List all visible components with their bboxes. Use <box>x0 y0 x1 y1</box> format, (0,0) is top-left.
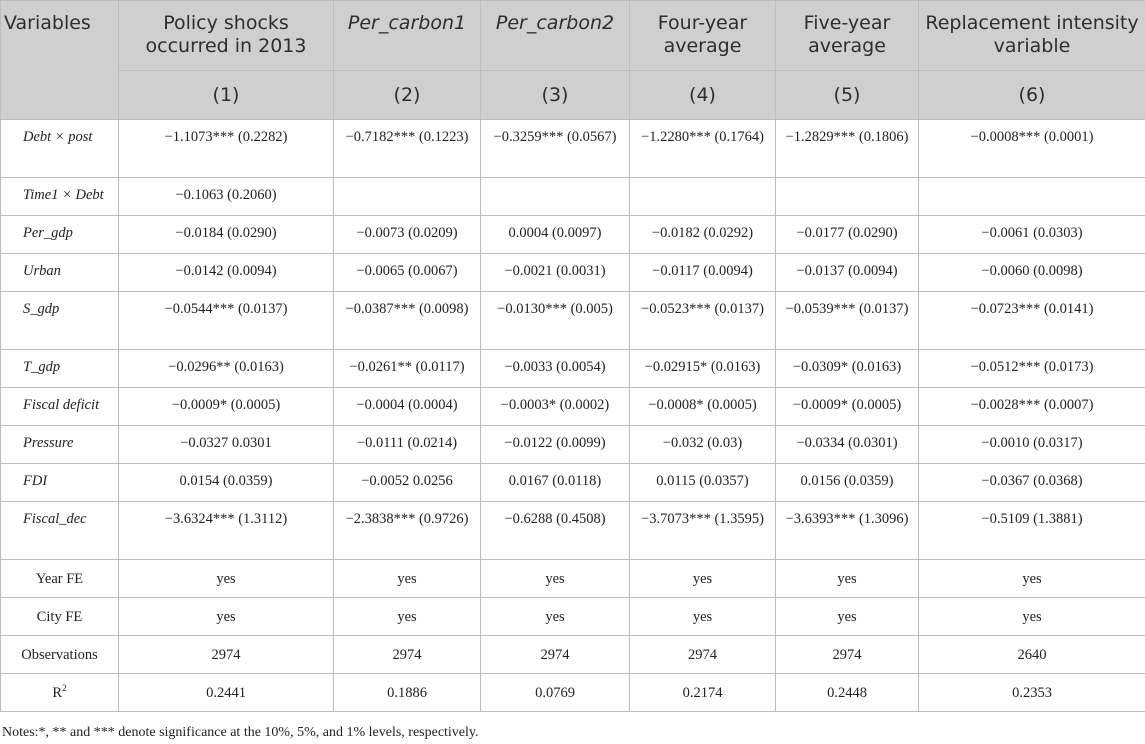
table-cell: yes <box>919 598 1145 636</box>
column-title: Per_carbon2 <box>481 1 630 71</box>
table-row <box>1 120 1145 178</box>
table-cell <box>334 178 481 216</box>
row-label: Pressure <box>1 426 119 464</box>
table-cell: yes <box>776 598 919 636</box>
table-cell: −0.0003* (0.0002) <box>481 388 630 426</box>
table-cell: yes <box>630 598 776 636</box>
table-cell: 2974 <box>481 636 630 674</box>
table-row <box>1 292 1145 350</box>
table-cell: 2974 <box>776 636 919 674</box>
table-cell: 0.2441 <box>119 674 334 712</box>
table-cell: −0.0142 (0.0094) <box>119 254 334 292</box>
column-title: Replacement intensity variable <box>919 1 1145 71</box>
column-title: Policy shocks occurred in 2013 <box>119 1 334 71</box>
table-body <box>1 120 1145 712</box>
table-cell: −0.0544*** (0.0137) <box>119 292 334 350</box>
table-cell: yes <box>919 560 1145 598</box>
column-number: (1) <box>119 71 334 120</box>
table-cell: −0.0309* (0.0163) <box>776 350 919 388</box>
row-label: Time1 × Debt <box>1 178 119 216</box>
r-squared-label: R <box>52 684 63 701</box>
table-row <box>1 426 1145 464</box>
table-cell: 0.0769 <box>481 674 630 712</box>
column-number: (2) <box>334 71 481 120</box>
row-label: FDI <box>1 464 119 502</box>
row-label: Debt × post <box>1 120 119 178</box>
table-cell: 0.0115 (0.0357) <box>630 464 776 502</box>
table-cell: −0.0033 (0.0054) <box>481 350 630 388</box>
table-cell: −0.0004 (0.0004) <box>334 388 481 426</box>
row-label: Fiscal deficit <box>1 388 119 426</box>
row-label: Year FE <box>1 560 119 598</box>
column-title: Per_carbon1 <box>334 1 481 71</box>
table-row <box>1 560 1145 598</box>
table-cell: −0.0008* (0.0005) <box>630 388 776 426</box>
header-number-row <box>1 71 1145 120</box>
table-cell: −0.3259*** (0.0567) <box>481 120 630 178</box>
table-row <box>1 350 1145 388</box>
row-label: Urban <box>1 254 119 292</box>
table-cell: 2974 <box>119 636 334 674</box>
table-cell: −0.0387*** (0.0098) <box>334 292 481 350</box>
row-label: T_gdp <box>1 350 119 388</box>
table-cell: −0.0028*** (0.0007) <box>919 388 1145 426</box>
table-cell: 0.0167 (0.0118) <box>481 464 630 502</box>
table-cell: −0.0065 (0.0067) <box>334 254 481 292</box>
table-cell: yes <box>119 560 334 598</box>
table-cell: −0.0130*** (0.005) <box>481 292 630 350</box>
header-title-row <box>1 1 1145 71</box>
table-cell: −0.5109 (1.3881) <box>919 502 1145 560</box>
column-title: Five-year average <box>776 1 919 71</box>
table-row <box>1 216 1145 254</box>
table-row <box>1 598 1145 636</box>
table-cell: 0.0156 (0.0359) <box>776 464 919 502</box>
table-cell: −0.0021 (0.0031) <box>481 254 630 292</box>
variables-header: Variables <box>1 1 119 120</box>
table-cell: 0.2448 <box>776 674 919 712</box>
column-number: (4) <box>630 71 776 120</box>
table-cell: −0.0137 (0.0094) <box>776 254 919 292</box>
table-cell: −2.3838*** (0.9726) <box>334 502 481 560</box>
table-cell: −3.6393*** (1.3096) <box>776 502 919 560</box>
table-cell <box>776 178 919 216</box>
table-cell: −0.0010 (0.0317) <box>919 426 1145 464</box>
table-cell: −0.7182*** (0.1223) <box>334 120 481 178</box>
table-cell: 2974 <box>630 636 776 674</box>
table-cell: −0.0073 (0.0209) <box>334 216 481 254</box>
table-cell: 2974 <box>334 636 481 674</box>
table-cell: −0.0009* (0.0005) <box>776 388 919 426</box>
table-cell: −0.0008*** (0.0001) <box>919 120 1145 178</box>
table-cell: yes <box>776 560 919 598</box>
table-cell <box>630 178 776 216</box>
table-cell: −0.0061 (0.0303) <box>919 216 1145 254</box>
table-cell: 0.2174 <box>630 674 776 712</box>
row-label: City FE <box>1 598 119 636</box>
table-cell: −0.032 (0.03) <box>630 426 776 464</box>
row-label: Per_gdp <box>1 216 119 254</box>
table-cell: −0.02915* (0.0163) <box>630 350 776 388</box>
table-row <box>1 388 1145 426</box>
column-number: (3) <box>481 71 630 120</box>
row-label: S_gdp <box>1 292 119 350</box>
table-row <box>1 178 1145 216</box>
row-label <box>1 674 119 712</box>
table-cell: −1.2829*** (0.1806) <box>776 120 919 178</box>
table-cell: −1.2280*** (0.1764) <box>630 120 776 178</box>
table-cell: −0.6288 (0.4508) <box>481 502 630 560</box>
table-cell: −3.6324*** (1.3112) <box>119 502 334 560</box>
table-cell <box>919 178 1145 216</box>
table-cell: −0.0184 (0.0290) <box>119 216 334 254</box>
table-cell: yes <box>630 560 776 598</box>
table-cell: 0.2353 <box>919 674 1145 712</box>
table-cell: yes <box>481 598 630 636</box>
table-cell: −0.0122 (0.0099) <box>481 426 630 464</box>
table-cell: −0.0117 (0.0094) <box>630 254 776 292</box>
table-cell: −0.0539*** (0.0137) <box>776 292 919 350</box>
table-cell: −0.0111 (0.0214) <box>334 426 481 464</box>
table-cell: 0.0004 (0.0097) <box>481 216 630 254</box>
table-cell: −0.0296** (0.0163) <box>119 350 334 388</box>
row-label: Fiscal_dec <box>1 502 119 560</box>
table-notes: Notes:*, ** and *** denote significance at the 10%, 5%, and 1% levels, respectively. <box>2 725 479 740</box>
table-cell: yes <box>334 560 481 598</box>
table-cell: 2640 <box>919 636 1145 674</box>
table-cell: −0.0009* (0.0005) <box>119 388 334 426</box>
table-cell <box>481 178 630 216</box>
table-cell: yes <box>334 598 481 636</box>
table-cell: −0.0512*** (0.0173) <box>919 350 1145 388</box>
column-number: (5) <box>776 71 919 120</box>
table-cell: −3.7073*** (1.3595) <box>630 502 776 560</box>
table-cell: −0.1063 (0.2060) <box>119 178 334 216</box>
table-row <box>1 674 1145 712</box>
table-cell: −0.0182 (0.0292) <box>630 216 776 254</box>
column-title: Four-year average <box>630 1 776 71</box>
table-cell: −0.0367 (0.0368) <box>919 464 1145 502</box>
table-cell: −0.0052 0.0256 <box>334 464 481 502</box>
table-row <box>1 636 1145 674</box>
table-cell: −0.0177 (0.0290) <box>776 216 919 254</box>
r-squared-superscript: 2 <box>62 682 67 693</box>
table-cell: 0.0154 (0.0359) <box>119 464 334 502</box>
table-header <box>1 1 1145 120</box>
table-row <box>1 464 1145 502</box>
table-cell: −0.0060 (0.0098) <box>919 254 1145 292</box>
table-cell: 0.1886 <box>334 674 481 712</box>
table-cell: −0.0261** (0.0117) <box>334 350 481 388</box>
table-cell: −0.0723*** (0.0141) <box>919 292 1145 350</box>
row-label: Observations <box>1 636 119 674</box>
table-row <box>1 254 1145 292</box>
table-cell: yes <box>119 598 334 636</box>
table-cell: −0.0523*** (0.0137) <box>630 292 776 350</box>
table-cell: −1.1073*** (0.2282) <box>119 120 334 178</box>
table-cell: yes <box>481 560 630 598</box>
table-row <box>1 502 1145 560</box>
column-number: (6) <box>919 71 1145 120</box>
table-cell: −0.0327 0.0301 <box>119 426 334 464</box>
table-cell: −0.0334 (0.0301) <box>776 426 919 464</box>
